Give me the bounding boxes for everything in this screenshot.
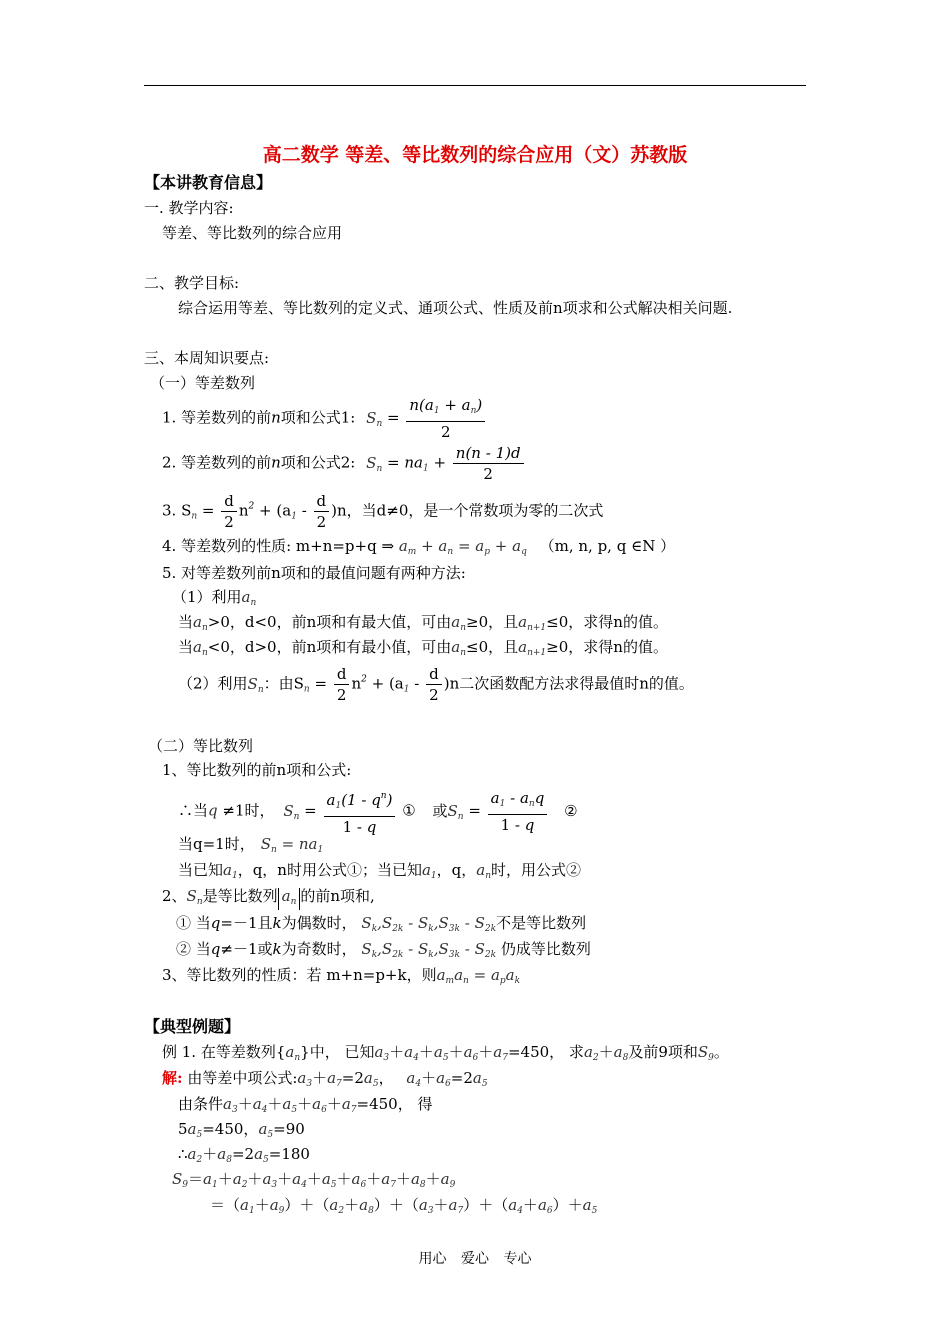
arith-property-4: 4. 等差数列的性质: m+n=p+q ⇒ $a_m + a_n = a_p + a_q$ （m, n, p, q ∈N ） — [162, 537, 676, 557]
solution-line-5: $S_9=a_1+a_2+a_3+a_4+a_5+a_6+a_7+a_8+a_9$ — [172, 1170, 456, 1190]
content-heading: 一. 教学内容: — [144, 199, 234, 217]
method-2: （2）利用$S_n$：由$S_n$ = $\frac{d}{2}$ $n^2 + (a_1$ - $\frac{d}{2}$ )n二次函数配方法求得最值时n的值。 — [178, 665, 694, 704]
content-text: 等差、等比数列的综合应用 — [162, 224, 343, 242]
geom-formula-1: ∴当q ≠1时， $S_n$ = $\frac{a_1(1 - q^n)}{1 - q}$ ① 或$S_n$ = $\frac{a_1 - a_nq}{1 - q}$ ② — [178, 786, 578, 837]
geom-formula-q1: 当q=1时， $S_n = na_1$ — [178, 835, 324, 855]
points-heading: 三、本周知识要点: — [144, 349, 270, 367]
geom-point-3: 3、等比数列的性质：若 m+n=p+k，则$a_ma_n = a_pa_k$ — [162, 966, 521, 986]
examples-header: 【典型例题】 — [144, 1017, 241, 1036]
arith-formula-1: 1. 等差数列的前n项和公式1: $S_n$ = $\frac{n(a_1 + a_n)}{2}$ — [162, 395, 487, 442]
geom-point-1: 1、等比数列的前n项和公式: — [162, 761, 352, 779]
solution-line-4: $\therefore a_2+a_8=2a_5=180$ — [178, 1145, 310, 1165]
page-title: 高二数学 等差、等比数列的综合应用（文）苏教版 — [262, 144, 688, 166]
footer-text-2: 爱心 — [461, 1251, 489, 1267]
section-header-info: 【本讲教育信息】 — [144, 173, 273, 192]
geom-point-2-case-a: ① 当q=－1且k为偶数时， $S_k,S_{2k} - S_k,S_{3k} - S_{2k}$不是等比数列 — [176, 914, 587, 934]
arith-formula-2: 2. 等差数列的前n项和公式2: $S_n = na_1$ + $\frac{n(n - 1)d}{2}$ — [162, 443, 526, 484]
method-1-heading: （1）利用$a_n$ — [172, 588, 257, 608]
geom-formula-usage: 当已知$a_1$，q，n时用公式①；当已知$a_1$，q，$a_n$时，用公式② — [178, 861, 582, 881]
header-rule — [144, 85, 806, 86]
geom-point-2: 2、$S_n$是等比数列 $a_n$ 的前n项和, — [162, 886, 375, 912]
footer-text-3: 专心 — [503, 1251, 532, 1267]
goal-heading: 二、教学目标: — [144, 274, 240, 292]
solution-label: 解: — [162, 1069, 183, 1087]
solution-line-1: 解: 由等差中项公式$:a_3+a_7=2a_5$， $a_4+a_6=2a_5$ — [162, 1069, 488, 1089]
method-1-case-a: 当$a_n>0$，d<0，前n项和有最大值，可由$a_n\ge 0$，且$a_{n+1}\le 0$，求得n的值。 — [178, 613, 668, 633]
goal-text: 综合运用等差、等比数列的定义式、通项公式、性质及前n项求和公式解决相关问题. — [178, 299, 733, 317]
solution-line-2: 由条件$a_3+a_4+a_5+a_6+a_7=450$， 得 — [178, 1095, 433, 1115]
example-1-statement: 例 1. 在等差数列$\{a_n\}$中， 已知$a_3+a_4+a_5+a_6+a_7=450$， 求$a_2+a_8$及前9项和$S_9$。 — [162, 1043, 729, 1063]
solution-line-3: $5a_5=450$，$a_5=90$ — [178, 1120, 305, 1140]
geom-heading: （二）等比数列 — [148, 737, 254, 755]
footer-text-1: 用心 — [418, 1251, 447, 1267]
arith-point-5: 5. 对等差数列前n项和的最值问题有两种方法: — [162, 564, 466, 582]
arith-heading: （一）等差数列 — [150, 374, 256, 392]
page-footer — [0, 1248, 950, 1268]
solution-line-6: $=(a_1+a_9)+(a_2+a_8)+(a_3+a_7)+(a_4+a_6)+a_5$ — [210, 1196, 598, 1216]
arith-formula-3: 3. $S_n$ = $\frac{d}{2}$ $n^2 + (a_1$ - $\frac{d}{2}$ )n，当d≠0，是一个常数项为零的二次式 — [162, 492, 604, 531]
method-1-case-b: 当$a_n<0$，d>0，前n项和有最小值，可由$a_n\le 0$，且$a_{n+1}\ge 0$，求得n的值。 — [178, 638, 668, 658]
geom-point-2-case-b: ② 当q≠－1或k为奇数时， $S_k,S_{2k} - S_k,S_{3k} - S_{2k}$ 仍成等比数列 — [176, 940, 591, 960]
